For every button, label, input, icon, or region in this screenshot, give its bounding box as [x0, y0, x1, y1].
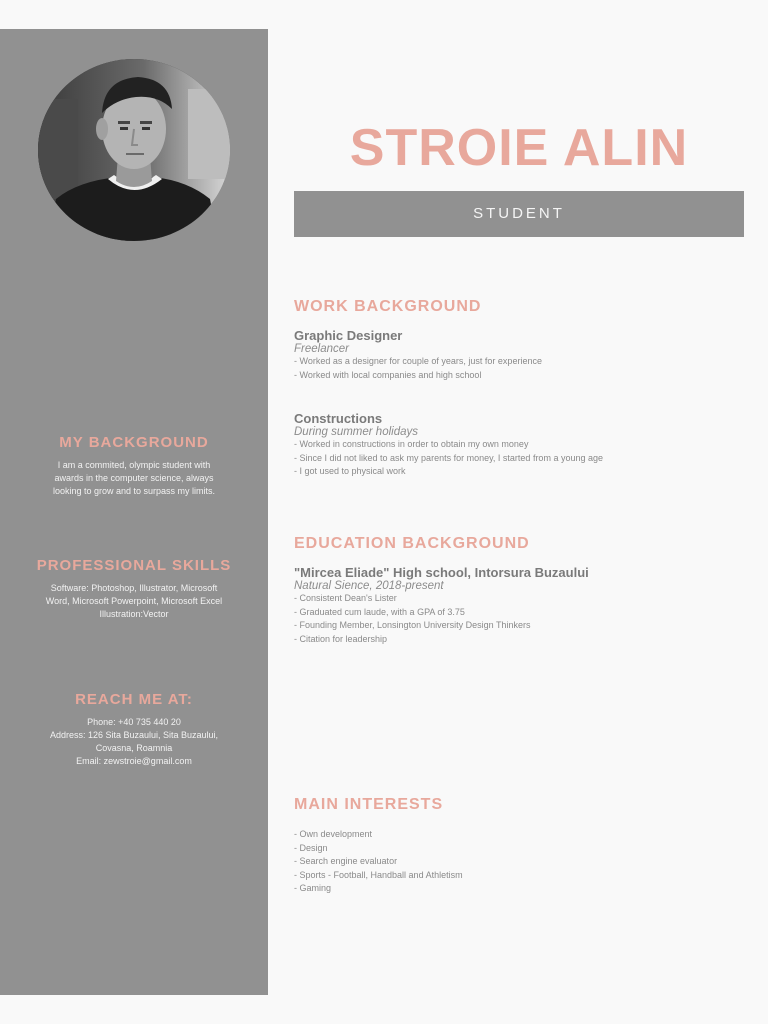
work-entry-bullets	[294, 438, 744, 479]
bullet-item: - Founding Member, Lonsington University Design Thinkers	[294, 620, 531, 630]
interests-section	[294, 796, 744, 814]
my-background-line: looking to grow and to surpass my limits.	[52, 486, 216, 496]
interest-item: - Design	[294, 842, 328, 853]
interest-item: - Gaming	[294, 883, 332, 893]
bullet-item: - Worked in constructions in order to obtain my own money	[294, 439, 529, 449]
education-section	[294, 535, 744, 553]
phone-line: Phone: +40 735 440 20	[87, 717, 181, 727]
interest-item: - Search engine evaluator	[294, 856, 398, 866]
interest-item: - Own development	[294, 829, 373, 839]
education-heading: EDUCATION BACKGROUND	[294, 535, 530, 552]
bullet-item: - Consistent Dean's Lister	[294, 593, 397, 603]
work-entry-bullets	[294, 355, 744, 382]
work-background-heading: WORK BACKGROUND	[294, 298, 482, 315]
my-background-heading: MY BACKGROUND	[59, 434, 209, 451]
profile-photo	[38, 59, 230, 241]
education-subtitle: Natural Sience, 2018-present	[294, 580, 444, 592]
bullet-item: - I got used to physical work	[294, 466, 406, 476]
candidate-name: STROIE ALIN	[349, 119, 689, 177]
my-background-line: I am a commited, olympic student with	[57, 460, 211, 470]
work-background-section	[294, 298, 744, 316]
skills-line: Software: Photoshop, Illustrator, Microsoft	[50, 583, 218, 593]
address-line: Covasna, Roamnia	[95, 743, 173, 753]
address-line: Address: 126 Sita Buzaului, Sita Buzaului,	[49, 730, 219, 740]
skills-line: Word, Microsoft Powerpoint, Microsoft Excel	[45, 596, 223, 606]
work-entry	[294, 328, 744, 382]
my-background-section	[30, 434, 238, 498]
email-line: Email: zewstroie@gmail.com	[76, 756, 192, 766]
bullet-item: - Worked with local companies and high school	[294, 369, 482, 380]
interests-list-wrap	[294, 828, 744, 896]
education-bullets	[294, 592, 744, 646]
education-title: "Mircea Eliade" High school, Intorsura Buzaului	[294, 565, 589, 580]
bullet-item: - Since I did not liked to ask my parents for money, I started from a young age	[294, 452, 603, 463]
work-entry	[294, 411, 744, 479]
role-banner: STUDENT	[294, 191, 744, 237]
professional-skills-section	[30, 557, 238, 621]
bullet-item: - Worked as a designer for couple of years, just for experience	[294, 356, 542, 366]
professional-skills-heading: PROFESSIONAL SKILLS	[36, 557, 232, 574]
reach-me-heading: REACH ME AT:	[75, 691, 193, 708]
education-entry	[294, 565, 744, 646]
bullet-item: - Graduated cum laude, with a GPA of 3.75	[294, 606, 465, 617]
interests-list	[294, 828, 744, 896]
my-background-line: awards in the computer science, always	[54, 473, 214, 483]
interests-heading: MAIN INTERESTS	[294, 796, 444, 813]
reach-me-section	[30, 691, 238, 768]
skills-line: Illustration:Vector	[99, 609, 169, 619]
work-entry-title: Graphic Designer	[294, 328, 403, 343]
bullet-item: - Citation for leadership	[294, 633, 388, 644]
work-entry-subtitle: Freelancer	[294, 343, 349, 355]
work-entry-subtitle: During summer holidays	[294, 426, 418, 438]
work-entry-title: Constructions	[294, 411, 383, 426]
interest-item: - Sports - Football, Handball and Athletism	[294, 869, 463, 880]
